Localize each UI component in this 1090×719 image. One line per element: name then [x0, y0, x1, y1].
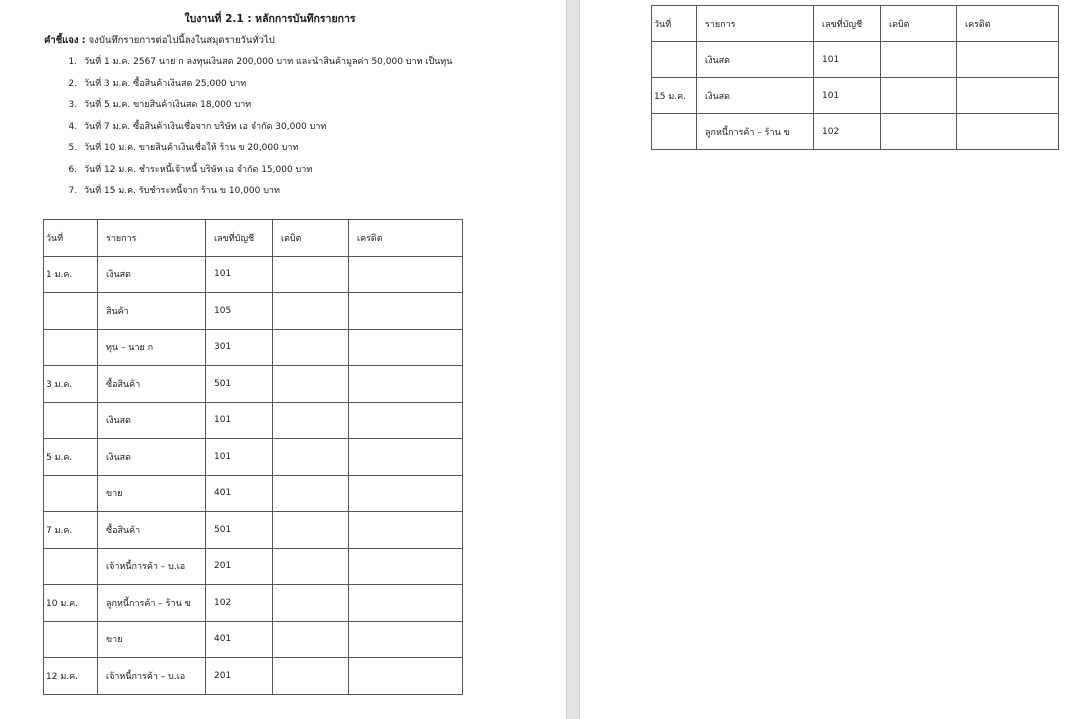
cell-credit: [349, 658, 463, 695]
cell-account-no: 401: [206, 475, 273, 512]
cell-debit: [273, 475, 349, 512]
transaction-item: 4. วันที่ 7 ม.ค. ซื้อสินค้าเงินเชื่อจาก บริษัท เอ จำกัด 30,000 บาท: [80, 117, 452, 139]
cell-debit: [273, 256, 349, 293]
journal-header-row: [652, 6, 1059, 42]
header-credit: เครดิต: [957, 6, 1059, 42]
journal-table-right: [651, 5, 1059, 150]
cell-debit: [881, 78, 957, 114]
cell-credit: [349, 329, 463, 366]
cell-date: [44, 475, 98, 512]
cell-date: 5 ม.ค.: [44, 439, 98, 476]
cell-description: เจ้าหนี้การค้า – บ.เอ: [98, 658, 206, 695]
header-debit: เดบิต: [881, 6, 957, 42]
transaction-item: 1. วันที่ 1 ม.ค. 2567 นาย ก ลงทุนเงินสด 200,000 บาท และนำสินค้ามูลค่า 50,000 บาท เป็นทุน: [80, 52, 452, 74]
cell-debit: [273, 621, 349, 658]
cell-date: 12 ม.ค.: [44, 658, 98, 695]
cell-credit: [349, 585, 463, 622]
cell-debit: [881, 114, 957, 150]
cell-description: เจ้าหนี้การค้า – บ.เอ: [98, 548, 206, 585]
cell-description: เงินสด: [98, 402, 206, 439]
cell-date: [44, 293, 98, 330]
journal-row: [44, 621, 463, 658]
journal-row: [44, 548, 463, 585]
cell-account-no: 201: [206, 658, 273, 695]
journal-row: [44, 366, 463, 403]
cell-account-no: 102: [206, 585, 273, 622]
cell-debit: [273, 366, 349, 403]
cell-debit: [273, 329, 349, 366]
cell-description: ซื้อสินค้า: [98, 366, 206, 403]
journal-row: [44, 512, 463, 549]
cell-description: เงินสด: [697, 78, 814, 114]
cell-credit: [957, 114, 1059, 150]
cell-date: 7 ม.ค.: [44, 512, 98, 549]
journal-row: [652, 78, 1059, 114]
cell-date: 3 ม.ค.: [44, 366, 98, 403]
cell-description: สินค้า: [98, 293, 206, 330]
header-credit: เครดิต: [349, 220, 463, 257]
header-debit: เดบิต: [273, 220, 349, 257]
journal-row: [44, 439, 463, 476]
instruction: [44, 33, 275, 48]
cell-debit: [273, 439, 349, 476]
cell-debit: [273, 402, 349, 439]
transaction-item: 3. วันที่ 5 ม.ค. ขายสินค้าเงินสด 18,000 บาท: [80, 95, 452, 117]
header-date: วันที่: [44, 220, 98, 257]
cell-date: 15 ม.ค.: [652, 78, 697, 114]
journal-row: [44, 402, 463, 439]
instruction-label: คำชี้แจง :: [44, 35, 86, 46]
worksheet-title: ใบงานที่ 2.1 : หลักการบันทึกรายการ: [184, 13, 356, 25]
cell-date: [652, 114, 697, 150]
cell-date: 1 ม.ค.: [44, 256, 98, 293]
cell-account-no: 401: [206, 621, 273, 658]
header-description: รายการ: [98, 220, 206, 257]
header-description: รายการ: [697, 6, 814, 42]
cell-description: เงินสด: [98, 256, 206, 293]
cell-description: เงินสด: [98, 439, 206, 476]
cell-description: ขาย: [98, 621, 206, 658]
journal-row: [44, 256, 463, 293]
cell-credit: [957, 78, 1059, 114]
cell-credit: [349, 512, 463, 549]
cell-date: [44, 621, 98, 658]
cell-description: ลูกหนี้การค้า – ร้าน ข: [98, 585, 206, 622]
journal-row: [44, 293, 463, 330]
transaction-item: 2. วันที่ 3 ม.ค. ซื้อสินค้าเงินสด 25,000 บาท: [80, 74, 452, 96]
journal-row: [44, 658, 463, 695]
cell-credit: [349, 366, 463, 403]
cell-description: ซื้อสินค้า: [98, 512, 206, 549]
cell-date: [44, 548, 98, 585]
cell-account-no: 101: [814, 78, 881, 114]
journal-row: [652, 42, 1059, 78]
cell-account-no: 301: [206, 329, 273, 366]
cell-account-no: 201: [206, 548, 273, 585]
cell-debit: [273, 658, 349, 695]
header-account-no: เลขที่บัญชี: [814, 6, 881, 42]
cell-account-no: 101: [814, 42, 881, 78]
cell-account-no: 105: [206, 293, 273, 330]
transaction-item: 5. วันที่ 10 ม.ค. ขายสินค้าเงินเชื่อให้ ร้าน ข 20,000 บาท: [80, 138, 452, 160]
transaction-list: [44, 52, 452, 203]
journal-row: [44, 329, 463, 366]
cell-debit: [273, 293, 349, 330]
cell-date: 10 ม.ค.: [44, 585, 98, 622]
cell-date: [44, 402, 98, 439]
instruction-text: จงบันทึกรายการต่อไปนี้ลงในสมุดรายวันทั่วไป: [88, 35, 275, 46]
cell-debit: [273, 585, 349, 622]
transaction-item: 6. วันที่ 12 ม.ค. ชำระหนี้เจ้าหนี้ บริษัท เอ จำกัด 15,000 บาท: [80, 160, 452, 182]
journal-body-left: [44, 256, 463, 694]
journal-table-left: [43, 219, 463, 695]
journal-header-row: [44, 220, 463, 257]
cell-credit: [957, 42, 1059, 78]
cell-debit: [273, 512, 349, 549]
cell-credit: [349, 475, 463, 512]
journal-row: [652, 114, 1059, 150]
cell-credit: [349, 293, 463, 330]
cell-description: ทุน – นาย ก: [98, 329, 206, 366]
cell-credit: [349, 402, 463, 439]
header-date: วันที่: [652, 6, 697, 42]
cell-debit: [273, 548, 349, 585]
journal-body-right: [652, 42, 1059, 150]
cell-account-no: 501: [206, 512, 273, 549]
page-gutter: [566, 0, 580, 719]
cell-description: ลูกหนี้การค้า – ร้าน ข: [697, 114, 814, 150]
cell-credit: [349, 621, 463, 658]
document-page-right: [580, 0, 1090, 719]
journal-row: [44, 585, 463, 622]
cell-account-no: 501: [206, 366, 273, 403]
cell-date: [652, 42, 697, 78]
cell-debit: [881, 42, 957, 78]
cell-date: [44, 329, 98, 366]
cell-account-no: 101: [206, 402, 273, 439]
cell-account-no: 101: [206, 439, 273, 476]
cell-account-no: 101: [206, 256, 273, 293]
cell-credit: [349, 548, 463, 585]
cell-credit: [349, 439, 463, 476]
header-account-no: เลขที่บัญชี: [206, 220, 273, 257]
cell-description: เงินสด: [697, 42, 814, 78]
journal-row: [44, 475, 463, 512]
cell-description: ขาย: [98, 475, 206, 512]
cell-credit: [349, 256, 463, 293]
cell-account-no: 102: [814, 114, 881, 150]
transaction-item: 7. วันที่ 15 ม.ค. รับชำระหนี้จาก ร้าน ข 10,000 บาท: [80, 181, 452, 203]
